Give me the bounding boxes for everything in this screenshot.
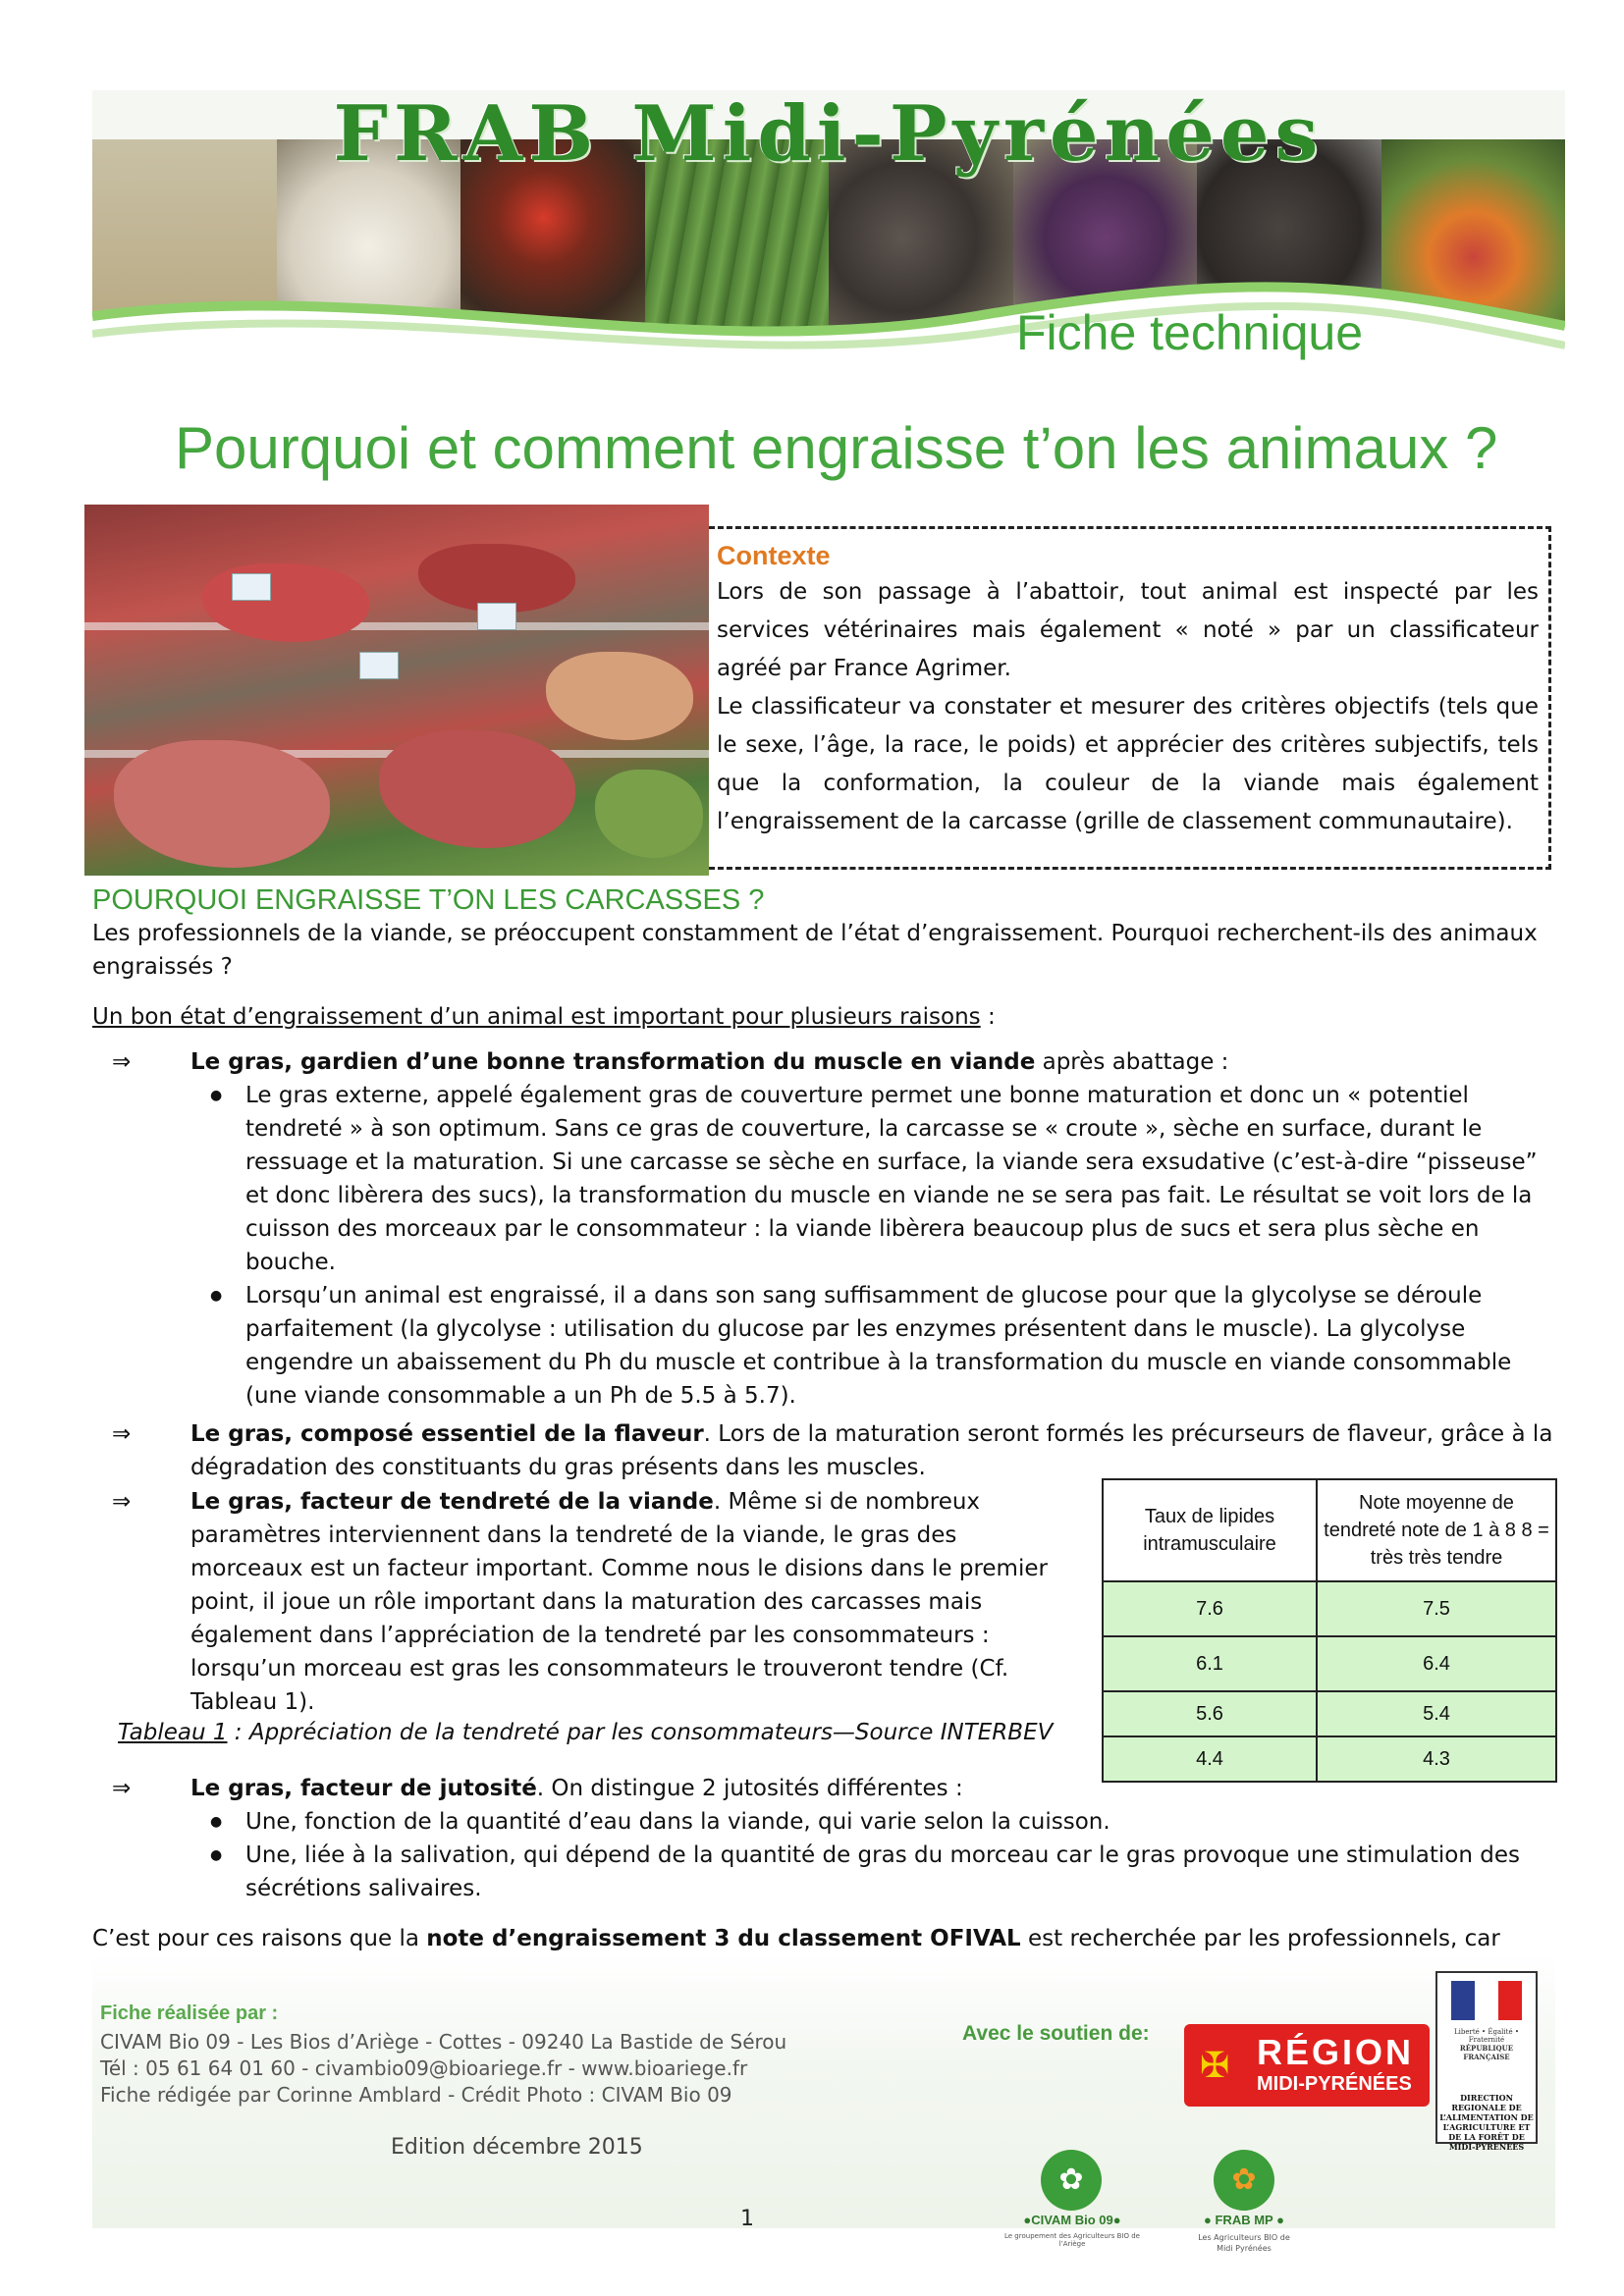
list-item — [210, 1079, 1551, 1279]
table-header-row — [1103, 1479, 1556, 1581]
leaf-icon: ✿ — [1041, 2150, 1102, 2211]
civam-logo-name: ●CIVAM Bio 09● — [1023, 2213, 1121, 2227]
tenderness-table — [1102, 1478, 1557, 1783]
point-3-title: Le gras, facteur de tendreté de la viande — [190, 1489, 714, 1515]
point-3-rest: . Même si de nombreux paramètres interviennent dans la tendreté de la viande, le gras des morceaux est un facteur important. Comme nous le disions dans le premier point, il joue un rôle important dans la maturation des carcasses mais également dans l’appréciation de la tendreté par les consommateurs : lorsqu’un morceau est gras les consommateurs le trouveront tendre (Cf. Tableau 1). — [190, 1489, 1048, 1715]
table-row — [1103, 1581, 1556, 1636]
occitan-cross-icon: ✠ — [1200, 2046, 1230, 2086]
point-2 — [92, 1417, 1555, 1484]
arrow-icon: ⇒ — [112, 1421, 132, 1447]
region-logo-word: RÉGION — [1257, 2032, 1415, 2072]
table-cell: 7.6 — [1103, 1581, 1317, 1636]
point-4-text — [190, 1772, 963, 1805]
table-cell: 4.4 — [1103, 1736, 1317, 1782]
support-label: Avec le soutien de: — [962, 2022, 1150, 2045]
context-paragraph-1: Lors de son passage à l’abattoir, tout animal est inspecté par les services vétérinaires mais également « noté » par un classificateur agréé par France Agrimer. — [717, 579, 1539, 681]
table-row — [1103, 1691, 1556, 1736]
section-1 — [92, 883, 1555, 1034]
edition-date: Edition décembre 2015 — [391, 2135, 643, 2160]
frab-mp-logo — [1190, 2150, 1298, 2260]
conclusion-bold: note d’engraissement 3 du classement OFIVAL — [426, 1926, 1021, 1951]
footer-credits: Fiche rédigée par Corinne Amblard - Crédit Photo : CIVAM Bio 09 — [100, 2083, 732, 2107]
table-caption-text: : Appréciation de la tendreté par les consommateurs—Source INTERBEV — [227, 1720, 1054, 1745]
context-box — [709, 526, 1551, 870]
page-title: Pourquoi et comment engraisse t’on les animaux ? — [175, 415, 1498, 481]
context-paragraph-2: Le classificateur va constater et mesurer des critères objectifs (tels que le sexe, l’âge, la race, le poids) et apprécier des critères subjectifs, tels que la conformation, la couleur de la viande mais également l’engraissement de la carcasse (grille de classement communautaire). — [717, 694, 1539, 834]
footer-address: CIVAM Bio 09 - Les Bios d’Ariège - Cottes - 09240 La Bastide de Sérou — [100, 2030, 787, 2054]
bullet-icon: ● — [210, 1288, 223, 1304]
table-cell: 4.3 — [1317, 1736, 1556, 1782]
point-2-title: Le gras, composé essentiel de la flaveur — [190, 1421, 704, 1447]
point-1-text — [190, 1045, 1228, 1079]
bullet-text: Le gras externe, appelé également gras de couverture permet une bonne maturation et donc un « potentiel tendreté » à son optimum. Sans ce gras de couverture, la carcasse se « croute », sèche en surface, durant le ressuage et la maturation. Si une carcasse se sèche en surface, la viande sera exsudative (c’est-à-dire “pisseuse” et donc libèrera des sucs), la transformation du muscle en viande ne se sera pas fait. Le résultat se voit lors de la cuisson des morceaux par le consommateur : la viande libèrera beaucoup plus de sucs et sera plus sèche en bouche. — [245, 1083, 1538, 1275]
point-1 — [92, 1045, 1555, 1079]
footer-contact: Tél : 05 61 64 01 60 - civambio09@bioariege.fr - www.bioariege.fr — [100, 2056, 748, 2080]
arrow-icon: ⇒ — [112, 1489, 132, 1515]
point-4-rest: . On distingue 2 jutosités différentes : — [536, 1776, 963, 1801]
point-1-title: Le gras, gardien d’une bonne transformation du muscle en viande — [190, 1049, 1036, 1075]
table-cell: 6.4 — [1317, 1636, 1556, 1691]
point-4-title: Le gras, facteur de jutosité — [190, 1776, 537, 1801]
bullet-text: Une, fonction de la quantité d’eau dans la viande, qui varie selon la cuisson. — [245, 1809, 1110, 1835]
conclusion-part-2: est recherchée par les professionnels, car — [1027, 1926, 1500, 1951]
section-heading: POURQUOI ENGRAISSE T’ON LES CARCASSES ? — [92, 884, 765, 916]
conclusion-part-1: C’est pour ces raisons que la — [92, 1926, 427, 1951]
bullet-icon: ● — [210, 1088, 223, 1103]
bullet-icon: ● — [210, 1814, 223, 1830]
region-midi-pyrenees-logo — [1184, 2024, 1430, 2107]
point-1-rest: après abattage : — [1035, 1049, 1229, 1075]
frab-logo-name: ● FRAB MP ● — [1204, 2213, 1284, 2227]
arrow-icon: ⇒ — [112, 1776, 132, 1801]
section-intro: Les professionnels de la viande, se préoccupent constamment de l’état d’engraissement. Pourquoi recherchent-ils des animaux engraissés ? — [92, 921, 1538, 980]
reasons-lead-text: Un bon état d’engraissement d’un animal est important pour plusieurs raisons — [92, 1004, 981, 1030]
direction-regionale-text: DIRECTION REGIONALE DE L’ALIMENTATION DE L’AGRICULTURE ET DE LA FORÊT DE MIDI-PYRENEES — [1439, 2093, 1534, 2152]
table-header-lipids: Taux de lipides intramusculaire — [1103, 1479, 1317, 1581]
civam-logo-tagline: Le groupement des Agriculteurs BIO de l’Ariège — [1004, 2232, 1140, 2248]
list-item — [210, 1805, 1551, 1839]
table-cell: 5.4 — [1317, 1691, 1556, 1736]
table-cell: 6.1 — [1103, 1636, 1317, 1691]
bullet-text: Lorsqu’un animal est engraissé, il a dans son sang suffisamment de glucose pour que la glycolyse se déroule parfaitement (la glycolyse : utilisation du glucose par les enzymes présentent dans le muscle). La glycolyse engendre un abaissement du Ph du muscle et contribue à la transformation du muscle en viande consommable (une viande consommable a un Ph de 5.5 à 5.7). — [245, 1283, 1512, 1409]
list-item — [210, 1839, 1551, 1905]
french-flag-icon — [1451, 1981, 1522, 2020]
frab-logo-tagline: Les Agriculteurs BIO de Midi Pyrénées — [1198, 2233, 1290, 2253]
point-4-bullets — [210, 1805, 1551, 1905]
table-cell: 7.5 — [1317, 1581, 1556, 1636]
flower-icon: ✿ — [1214, 2150, 1274, 2211]
table-row — [1103, 1636, 1556, 1691]
bullet-icon: ● — [210, 1847, 223, 1863]
point-1-bullets — [210, 1079, 1551, 1413]
document-type-label: Fiche technique — [1016, 305, 1364, 360]
civam-bio-09-logo — [994, 2150, 1151, 2258]
context-title: Contexte — [717, 541, 831, 570]
republique-francaise-logo — [1435, 1971, 1538, 2152]
footer-label: Fiche réalisée par : — [100, 2002, 279, 2024]
banner-title: FRAB Midi-Pyrénées — [333, 90, 1325, 179]
republique-motto: Liberté • Égalité • Fraternité RÉPUBLIQUE FRANÇAISE — [1454, 2028, 1519, 2061]
reasons-lead — [92, 1000, 1555, 1034]
point-4 — [92, 1772, 1555, 1805]
table-caption-label: Tableau 1 — [118, 1720, 228, 1745]
point-3-text — [190, 1485, 1072, 1719]
point-2-text — [190, 1417, 1555, 1484]
reasons-colon: : — [980, 1004, 996, 1030]
table-cell: 5.6 — [1103, 1691, 1317, 1736]
page-number: 1 — [740, 2207, 754, 2231]
point-3 — [92, 1485, 1074, 1715]
table-header-tenderness: Note moyenne de tendreté note de 1 à 8 8 = très très tendre — [1317, 1479, 1556, 1581]
butcher-display-photo — [84, 505, 709, 876]
list-item — [210, 1279, 1551, 1413]
bullet-text: Une, liée à la salivation, qui dépend de la quantité de gras du morceau car le gras provoque une stimulation des sécrétions salivaires. — [245, 1842, 1520, 1901]
arrow-icon: ⇒ — [112, 1049, 132, 1075]
region-logo-sub: MIDI-PYRÉNÉES — [1257, 2073, 1412, 2095]
table-caption — [118, 1720, 1053, 1745]
point-2-rest: . Lors de la maturation seront formés les précurseurs de flaveur, grâce à la dégradation des constituants du gras présents dans les muscles. — [190, 1421, 1553, 1480]
